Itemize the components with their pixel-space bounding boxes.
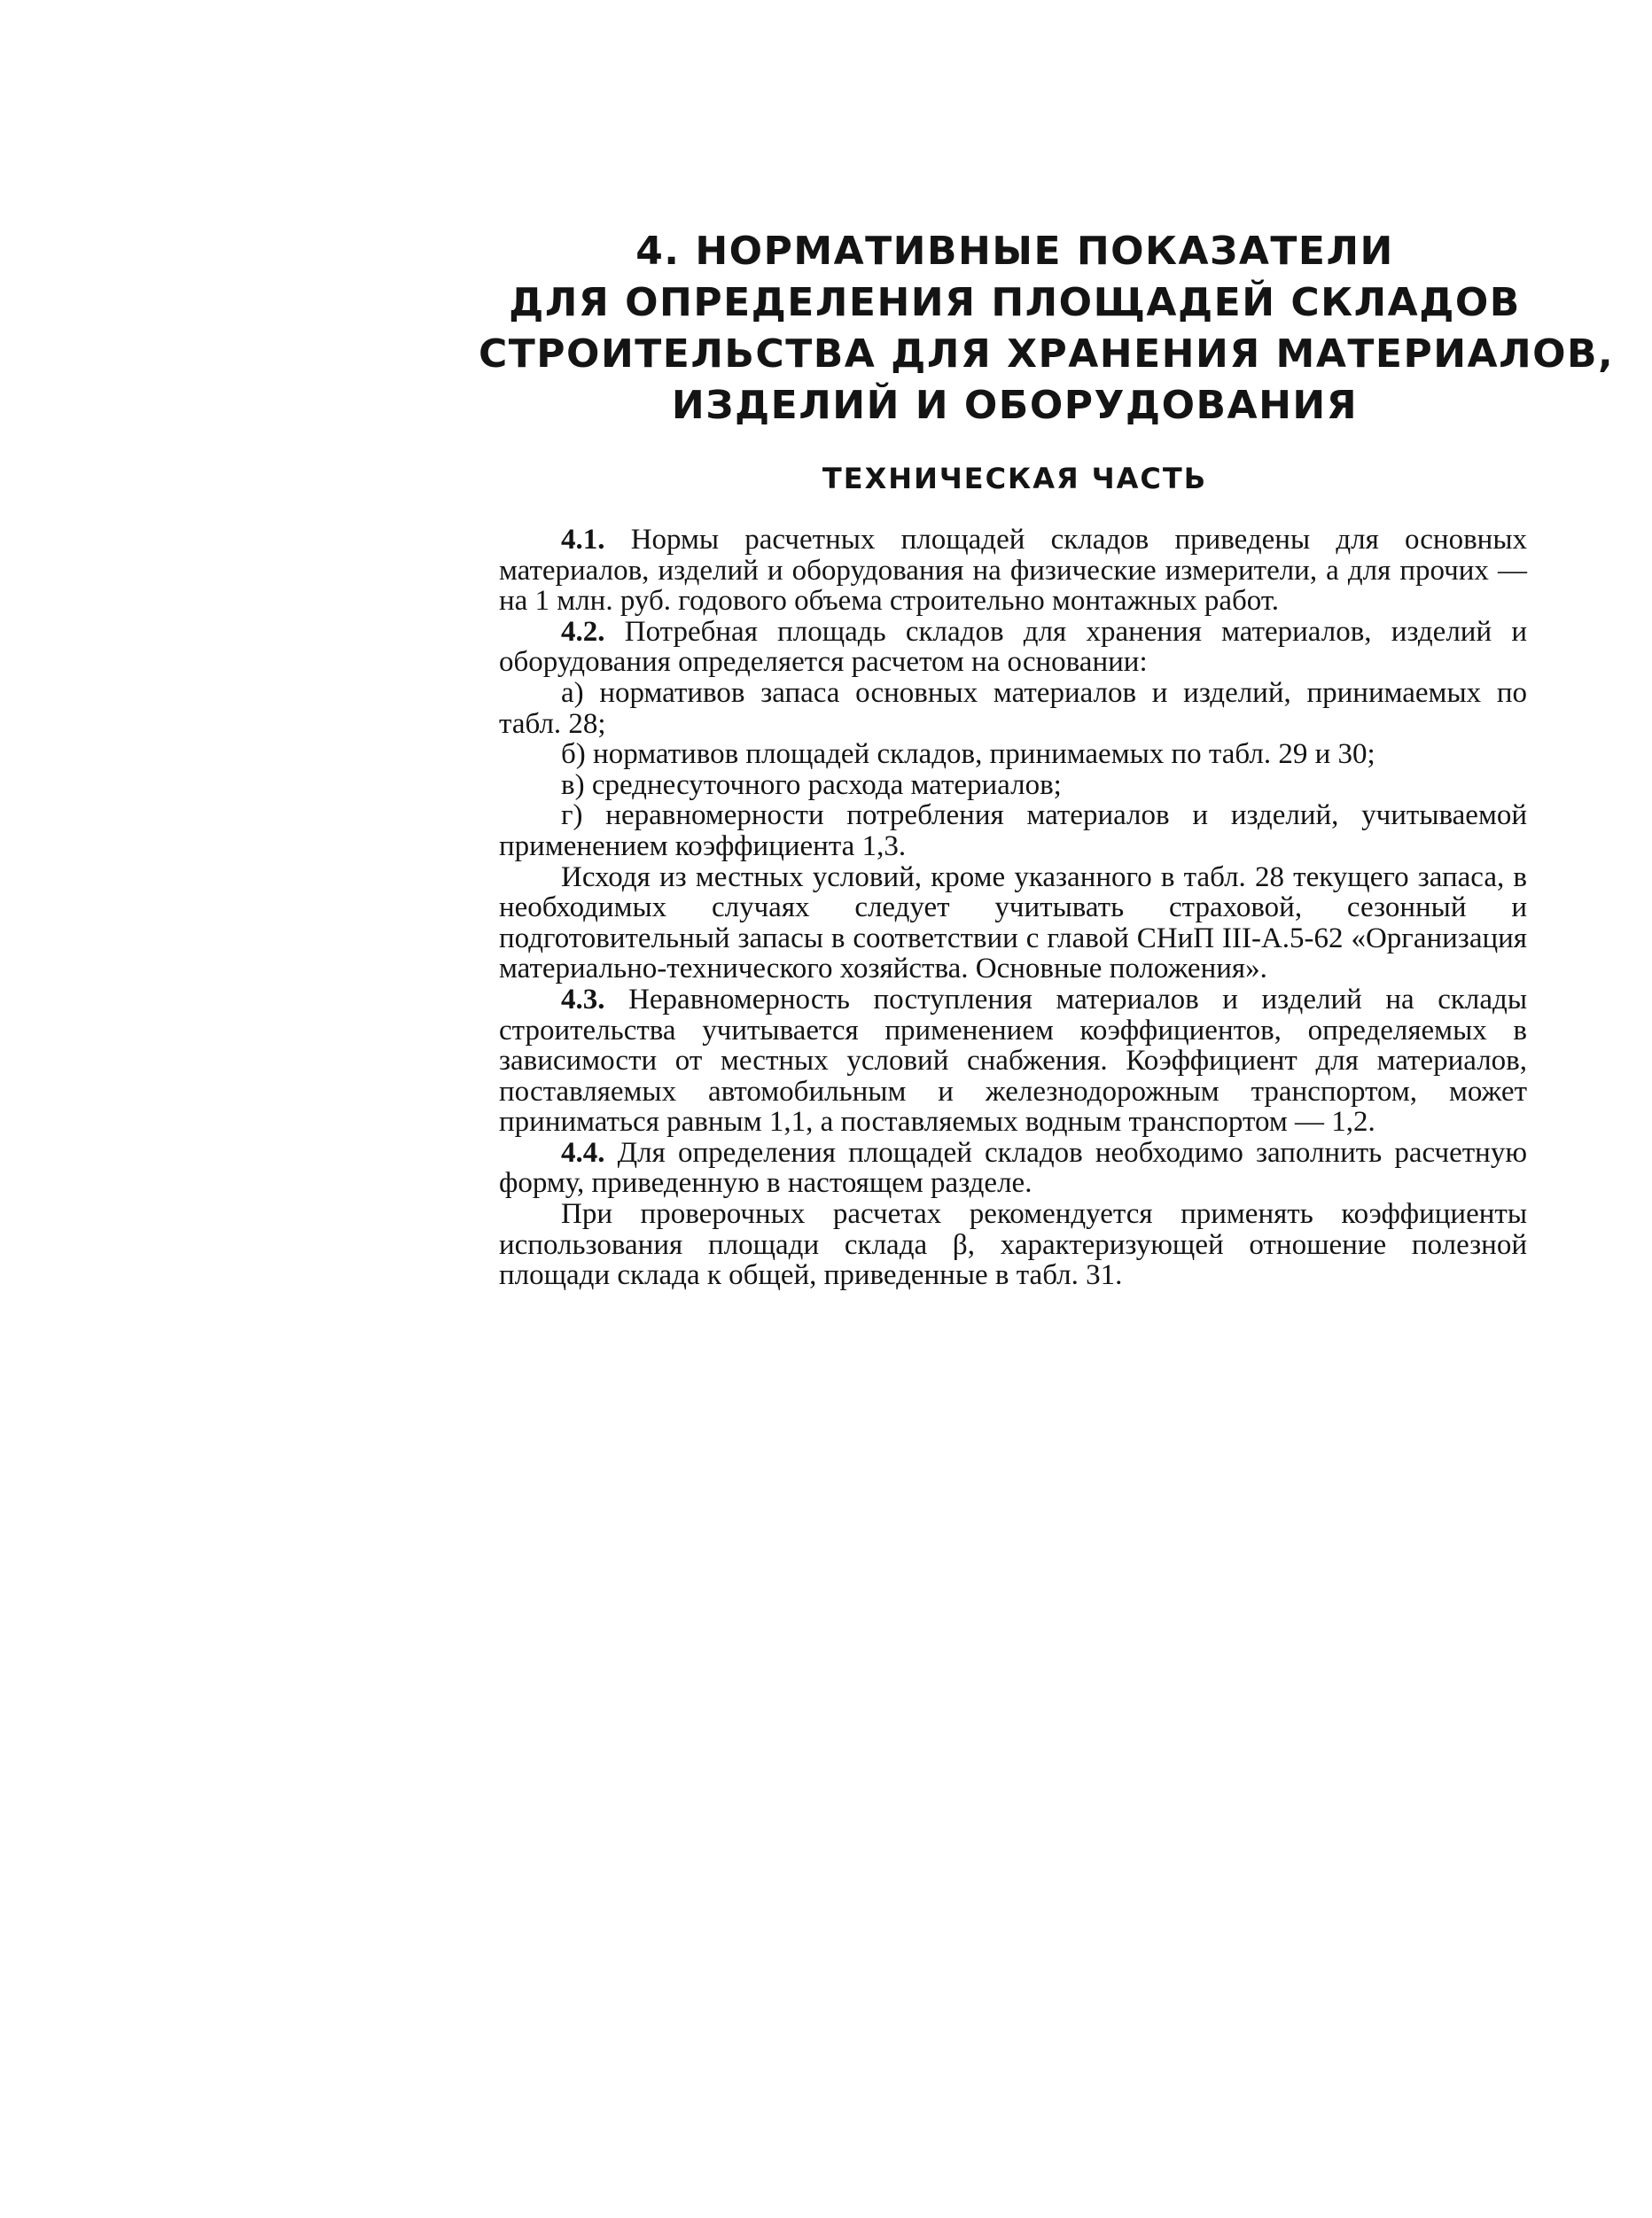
clause-text: Неравномерность поступления материалов и изделий на склады строительства учитывается применением коэффициентов, определяемых в зависимости от местных условий снабжения. Коэффициент для материалов, поставляемых автомобильным и железнодорожным транспортом, может приниматься равным 1,1, а поставляемых водным транспортом — 1,2. bbox=[499, 983, 1527, 1139]
clause-4-2-paragraph: Исходя из местных условий, кроме указанного в табл. 28 текущего запаса, в необходимых случаях следует учитывать страховой, сезонный и подготовительный запасы в соответствии с главой СНиП III-А.5-62 «Организация материально-технического хозяйства. Основные положения». bbox=[499, 860, 1527, 985]
clause-4-3 bbox=[499, 984, 1527, 1138]
clause-number: 4.1. bbox=[561, 524, 605, 556]
chapter-title-line-1: 4. НОРМАТИВНЫЕ ПОКАЗАТЕЛИ bbox=[635, 229, 1394, 274]
clause-4-2-item-a: а) нормативов запаса основных материалов и изделий, принимаемых по табл. 28; bbox=[499, 676, 1527, 740]
technical-part-text bbox=[499, 525, 1527, 1291]
clause-4-2-item-b: б) нормативов площадей складов, принимаемых по табл. 29 и 30; bbox=[561, 738, 1375, 771]
clause-text: Нормы расчетных площадей складов приведены для основных материалов, изделий и оборудования на физические измерители, а для прочих — на 1 млн. руб. годового объема строительно монтажных работ. bbox=[499, 524, 1528, 618]
clause-number: 4.4. bbox=[561, 1136, 605, 1169]
clause-text: Для определения площадей складов необходимо заполнить расчетную форму, приведенную в настоящем разделе. bbox=[499, 1136, 1528, 1200]
clause-number: 4.2. bbox=[561, 615, 605, 648]
clause-4-2-item-g: г) неравномерности потребления материалов и изделий, учитываемой применением коэффициента 1,3. bbox=[499, 799, 1527, 862]
clause-number: 4.3. bbox=[561, 983, 605, 1016]
clause-text: Потребная площадь складов для хранения материалов, изделий и оборудования определяется расчетом на основании: bbox=[499, 615, 1527, 679]
clause-4-4 bbox=[499, 1138, 1527, 1199]
clause-4-4-paragraph: При проверочных расчетах рекомендуется применять коэффициенты использования площади склада β, характеризующей отношение полезной площади склада к общей, приведенные в табл. 31. bbox=[499, 1198, 1527, 1292]
clause-4-2-item-v: в) среднесуточного расхода материалов; bbox=[561, 768, 1062, 801]
chapter-title-line-2: ДЛЯ ОПРЕДЕЛЕНИЯ ПЛОЩАДЕЙ СКЛАДОВ bbox=[509, 280, 1521, 325]
clause-4-1 bbox=[499, 525, 1527, 617]
clause-4-2 bbox=[499, 617, 1527, 678]
section-heading: ТЕХНИЧЕСКАЯ ЧАСТЬ bbox=[822, 462, 1208, 495]
chapter-title-line-3: СТРОИТЕЛЬСТВА ДЛЯ ХРАНЕНИЯ МАТЕРИАЛОВ, bbox=[479, 331, 1615, 377]
chapter-title-line-4: ИЗДЕЛИЙ И ОБОРУДОВАНИЯ bbox=[671, 383, 1359, 428]
chapter-title bbox=[479, 226, 1615, 432]
